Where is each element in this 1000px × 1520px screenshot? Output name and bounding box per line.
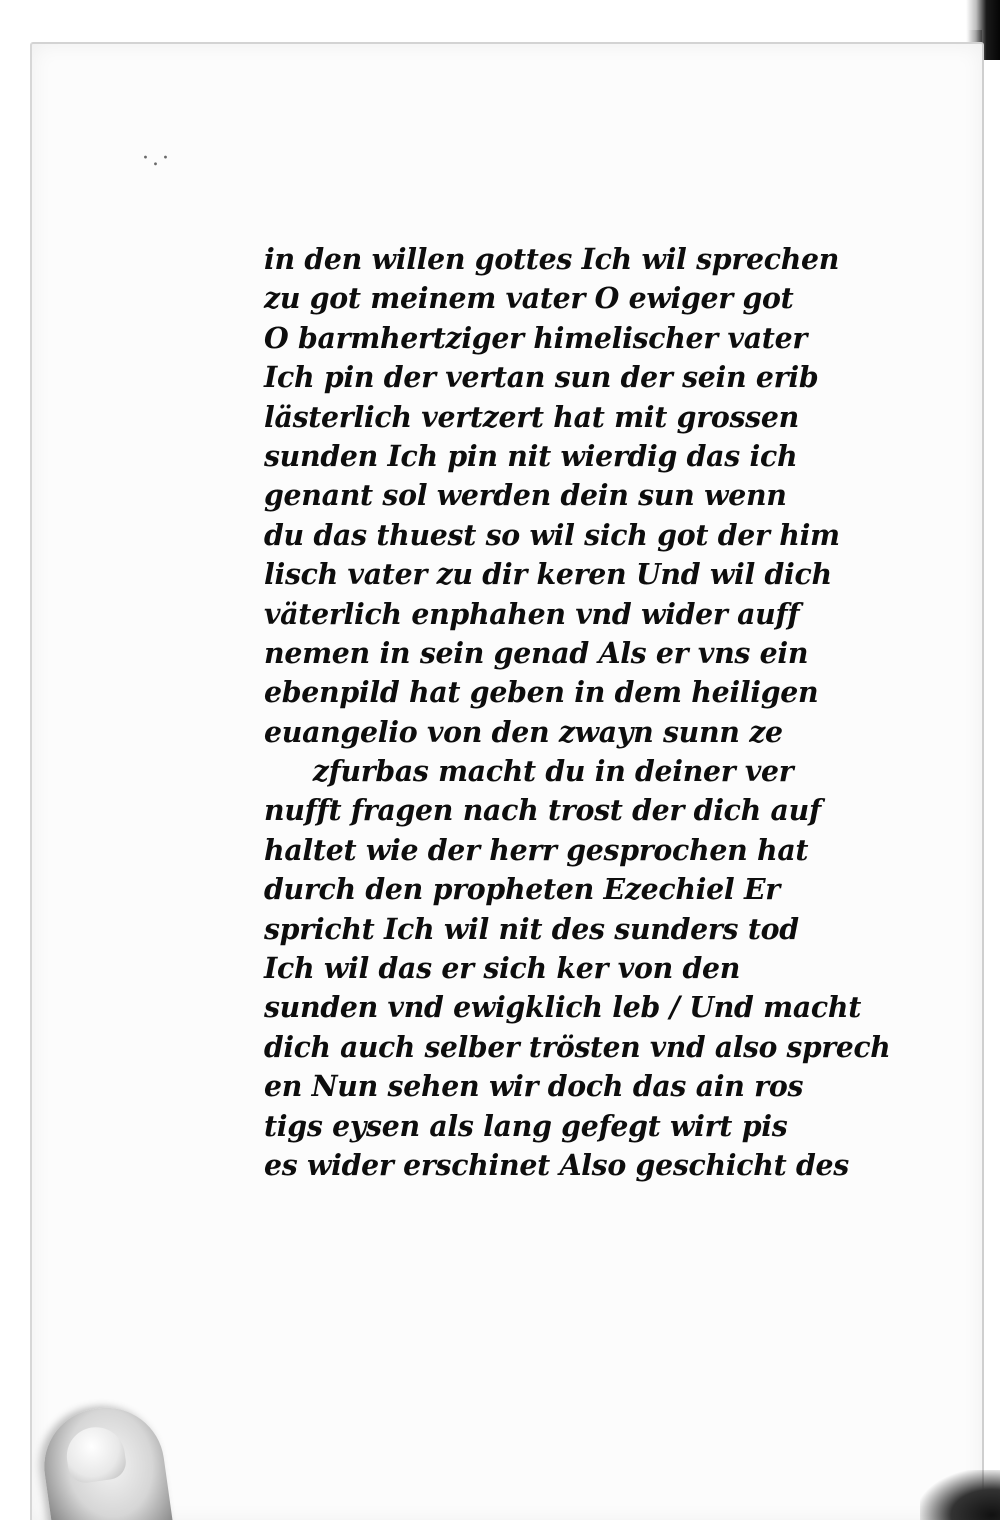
text-line: Ich wil das er sich ker von den [264,951,741,986]
text-line: zu got meinem vater O ewiger got [264,281,794,316]
text-line: nemen in sein genad Als er vns ein [264,635,809,670]
text-line: Ich pin der vertan sun der sein erib [264,360,819,395]
ink-mark: ·.· [142,146,172,171]
text-line: zfurbas macht du in deiner ver [312,754,794,789]
text-line: du das thuest so wil sich got der him [264,517,840,552]
text-line: lästerlich vertzert hat mit grossen [264,399,799,434]
text-line: sunden Ich pin nit wierdig das ich [264,438,798,473]
binding-corner [920,1470,1000,1520]
text-line: lisch vater zu dir keren Und wil dich [264,557,832,592]
text-line: es wider erschinet Also geschicht des [264,1147,849,1182]
text-line: sunden vnd ewigklich leb / Und macht [264,990,862,1025]
thumb-nail [63,1423,128,1485]
text-line: in den willen gottes Ich wil sprechen [264,242,840,276]
manuscript-text [264,240,904,1185]
text-line: dich auch selber trösten vnd also sprech [264,1029,891,1064]
text-line: genant sol werden dein sun wenn [264,478,787,513]
text-line: väterlich enphahen vnd wider auff [264,596,800,631]
text-line: euangelio von den zwayn sunn ze [264,714,783,749]
text-line: en Nun sehen wir doch das ain ros [264,1069,804,1104]
text-line: tigs eysen als lang gefegt wirt pis [264,1108,788,1143]
text-line: durch den propheten Ezechiel Er [264,872,780,907]
text-line: haltet wie der herr gesprochen hat [264,832,809,867]
text-line: O barmhertziger himelischer vater [264,320,808,355]
text-line: nufft fragen nach trost der dich auf [264,793,821,828]
text-line: spricht Ich wil nit des sunders tod [264,911,799,946]
text-line: ebenpild hat geben in dem heiligen [264,675,819,710]
